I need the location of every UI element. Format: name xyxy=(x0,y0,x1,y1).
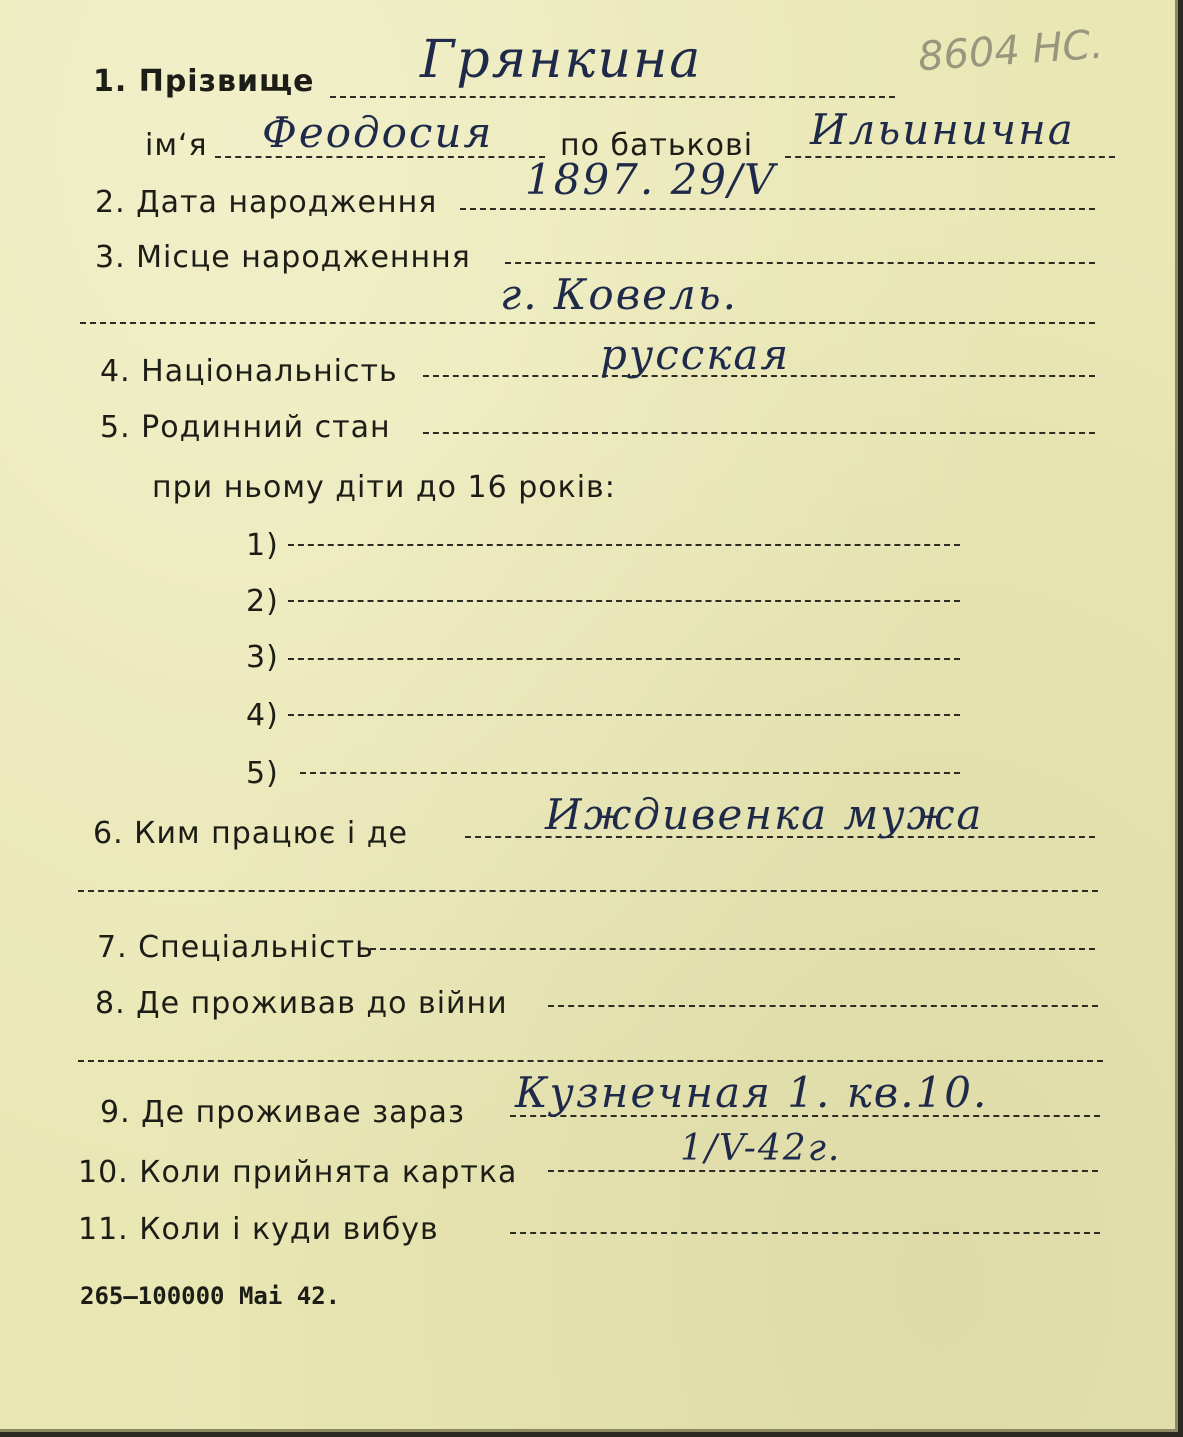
line-specialty xyxy=(370,948,1095,950)
label-work: 6. Ким працює і де xyxy=(93,816,408,851)
archive-number: 8604 НС. xyxy=(916,21,1105,81)
label-children: при ньому діти до 16 років: xyxy=(152,470,616,505)
value-birth-date: 1897. 29/V xyxy=(525,155,777,204)
value-current-residence: Кузнечная 1. кв.10. xyxy=(515,1068,989,1117)
label-nationality: 4. Національність xyxy=(100,354,398,389)
label-child-4: 4) xyxy=(246,698,279,733)
line-surname xyxy=(330,96,895,98)
line-birth-date xyxy=(460,208,1095,210)
label-child-3: 3) xyxy=(246,640,279,675)
value-nationality: русская xyxy=(600,330,791,379)
label-child-2: 2) xyxy=(246,584,279,619)
value-work: Иждивенка мужа xyxy=(545,790,984,839)
line-prewar-residence xyxy=(548,1005,1098,1007)
line-card-accepted xyxy=(548,1170,1098,1172)
label-specialty: 7. Спеціальність xyxy=(97,930,374,965)
label-birth-date: 2. Дата народження xyxy=(95,185,438,220)
line-birth-place xyxy=(505,262,1095,264)
label-birth-place: 3. Місце народженння xyxy=(95,240,471,275)
value-birth-place: г. Ковель. xyxy=(500,270,738,319)
value-patronymic: Ильинична xyxy=(810,105,1075,154)
label-patronymic: по батькові xyxy=(560,128,754,163)
value-card-accepted: 1/V-42г. xyxy=(680,1128,842,1169)
label-current-residence: 9. Де проживае зараз xyxy=(100,1095,465,1130)
line-patronymic xyxy=(785,156,1115,158)
line-family-status xyxy=(423,432,1095,434)
label-card-accepted: 10. Коли прийнята картка xyxy=(78,1155,518,1190)
print-imprint: 265–100000 Mai 42. xyxy=(80,1282,341,1310)
label-prewar-residence: 8. Де проживав до війни xyxy=(95,986,508,1021)
line-child-2 xyxy=(288,600,960,602)
line-prewar-residence-2 xyxy=(78,1060,1103,1062)
line-birth-place-2 xyxy=(80,322,1095,324)
line-child-3 xyxy=(288,658,960,660)
line-work-2 xyxy=(78,890,1098,892)
label-surname: 1. Прізвище xyxy=(93,64,315,99)
value-first-name: Феодосия xyxy=(262,108,494,157)
line-departure xyxy=(510,1232,1100,1234)
label-family-status: 5. Родинний стан xyxy=(100,410,391,445)
line-child-5 xyxy=(300,772,960,774)
label-departure: 11. Коли і куди вибув xyxy=(78,1212,439,1247)
line-child-4 xyxy=(288,714,960,716)
label-child-5: 5) xyxy=(246,756,279,791)
label-first-name: ім‘я xyxy=(145,128,208,163)
label-child-1: 1) xyxy=(246,528,279,563)
value-surname: Грянкина xyxy=(420,30,703,90)
line-child-1 xyxy=(288,544,960,546)
